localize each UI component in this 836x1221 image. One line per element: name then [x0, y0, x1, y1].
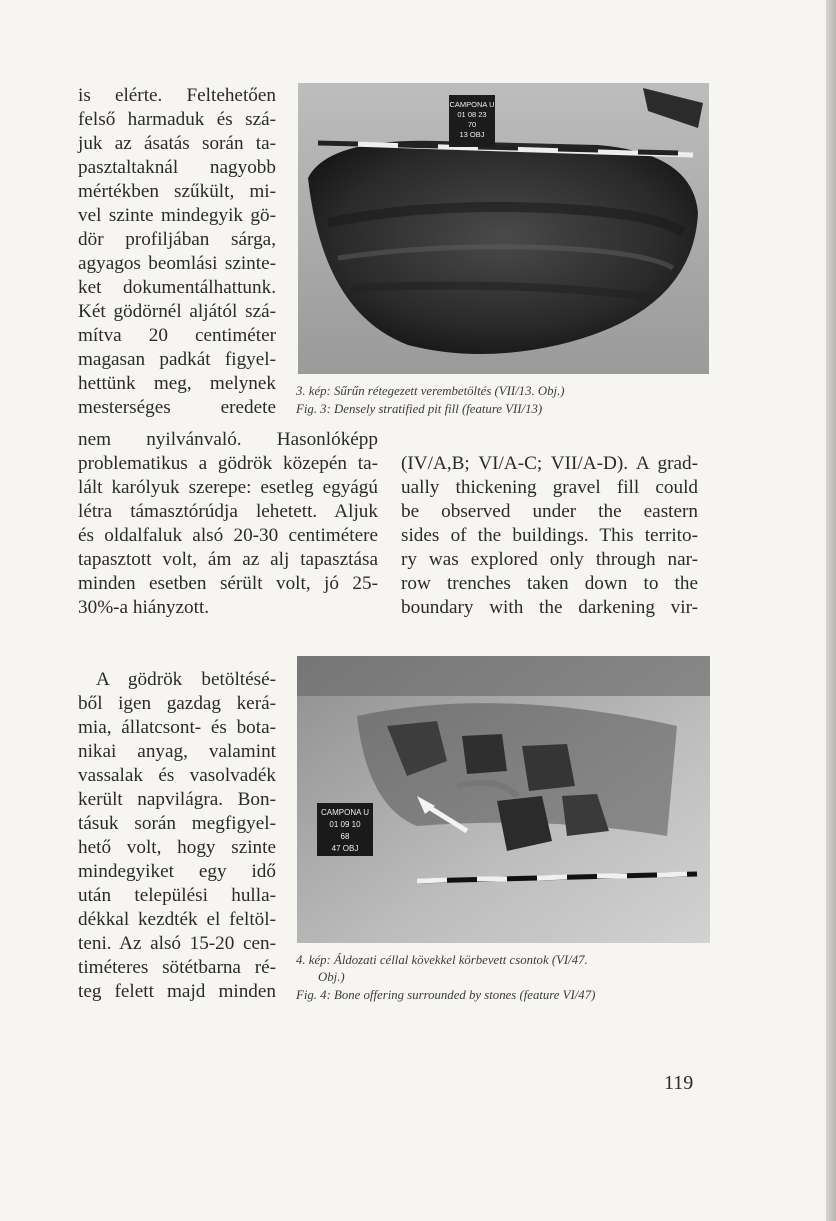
text-line: mértékben szűkült, mi- — [78, 181, 276, 202]
page-number: 119 — [664, 1072, 694, 1094]
text-line: minden esetben sérült volt, jó 25- — [78, 573, 378, 594]
text-line: agyagos beomlási szinte- — [78, 253, 276, 274]
text-line: hettünk meg, melynek — [78, 373, 276, 394]
text-line: 30%-a hiányzott. — [78, 597, 210, 618]
text-line: került napvilágra. Bon- — [78, 789, 276, 810]
text-line: boundary with the darkening vir- — [401, 597, 698, 618]
caption-english: Fig. 4: Bone offering surrounded by stones (feature VI/47) — [296, 988, 596, 1002]
body-text-left-wide — [78, 428, 378, 620]
text-line: problematikus a gödrök közepén ta- — [78, 453, 378, 474]
text-line: magasan padkát figyel- — [78, 349, 276, 370]
text-line: mesterséges eredete — [78, 397, 276, 418]
text-line: pasztaltaknál nagyobb — [78, 157, 276, 178]
text-line: mindegyiket egy idő — [78, 861, 276, 882]
body-text-left-top — [78, 84, 276, 420]
text-line: vassalak és vasolvadék — [78, 765, 276, 786]
text-line: juk az ásatás során ta- — [78, 133, 276, 154]
figure-4-label-line: CAMPONA U — [320, 808, 370, 817]
figure-3-label-line: 13 OBJ — [459, 130, 485, 139]
text-line: mítva 20 centiméter — [78, 325, 276, 346]
text-line: nikai anyag, valamint — [78, 741, 276, 762]
caption-hungarian-cont: Obj.) — [318, 970, 345, 984]
text-line: dékkal kezdték el feltöl- — [78, 909, 276, 930]
figure-3-photo — [298, 83, 709, 374]
text-line: row trenches taken down to the — [401, 573, 698, 594]
figure-3-label-line: CAMPONA U — [449, 100, 495, 109]
text-line: hető volt, hogy szinte — [78, 837, 276, 858]
text-line: lált karólyuk szerepe: esetleg egyágú — [78, 477, 378, 498]
page-edge-shadow — [826, 0, 836, 1221]
text-line: felső harmaduk és szá- — [78, 109, 276, 130]
text-line: (IV/A,B; VI/A-C; VII/A-D). A grad- — [401, 453, 698, 474]
figure-3-caption — [296, 383, 716, 418]
text-line: és oldalfaluk alsó 20-30 centimétere — [78, 525, 378, 546]
text-line: timéteres sötétbarna ré- — [78, 957, 276, 978]
text-line: létra támasztórúdja lehetett. Aljuk — [78, 501, 378, 522]
text-line: tapasztott volt, ám az alj tapasztása — [78, 549, 378, 570]
caption-english: Fig. 3: Densely stratified pit fill (feature VII/13) — [296, 402, 543, 416]
figure-4-photo — [297, 656, 710, 943]
caption-hungarian: 4. kép: Áldozati céllal kövekkel körbevett csontok (VI/47. — [296, 953, 588, 967]
text-line: nem nyilvánvaló. Hasonlóképp — [78, 429, 378, 450]
text-line: után települési hulla- — [78, 885, 276, 906]
text-line: sides of the buildings. This territo- — [401, 525, 698, 546]
body-text-right — [401, 452, 698, 620]
text-line: A gödrök betöltésé- — [96, 669, 276, 690]
text-line: tásuk során megfigyel- — [78, 813, 276, 834]
figure-4-label-line: 68 — [340, 832, 350, 841]
body-text-left-bottom — [78, 668, 276, 1004]
text-line: is elérte. Feltehetően — [78, 85, 276, 106]
figure-3-label-line: 70 — [467, 120, 477, 129]
caption-hungarian: 3. kép: Sűrűn rétegezett verembetöltés (VII/13. Obj.) — [296, 384, 565, 398]
figure-4-label-line: 01 09 10 — [329, 820, 361, 829]
text-line: Két gödörnél aljától szá- — [78, 301, 276, 322]
figure-4-label-line: 47 OBJ — [331, 844, 359, 853]
text-line: vel szinte mindegyik gö- — [78, 205, 276, 226]
text-line: ually thickening gravel fill could — [401, 477, 698, 498]
text-line: ket dokumentálhattunk. — [78, 277, 276, 298]
text-line: be observed under the eastern — [401, 501, 698, 522]
text-line: teg felett majd minden — [78, 981, 276, 1002]
text-line: ből igen gazdag kerá- — [78, 693, 276, 714]
figure-3-label-line: 01 08 23 — [457, 110, 487, 119]
text-line: ry was explored only through nar- — [401, 549, 698, 570]
text-line: dör profiljában sárga, — [78, 229, 276, 250]
text-line: mia, állatcsont- és bota- — [78, 717, 276, 738]
figure-4-caption — [296, 952, 706, 1004]
text-line: teni. Az alsó 15-20 cen- — [78, 933, 276, 954]
